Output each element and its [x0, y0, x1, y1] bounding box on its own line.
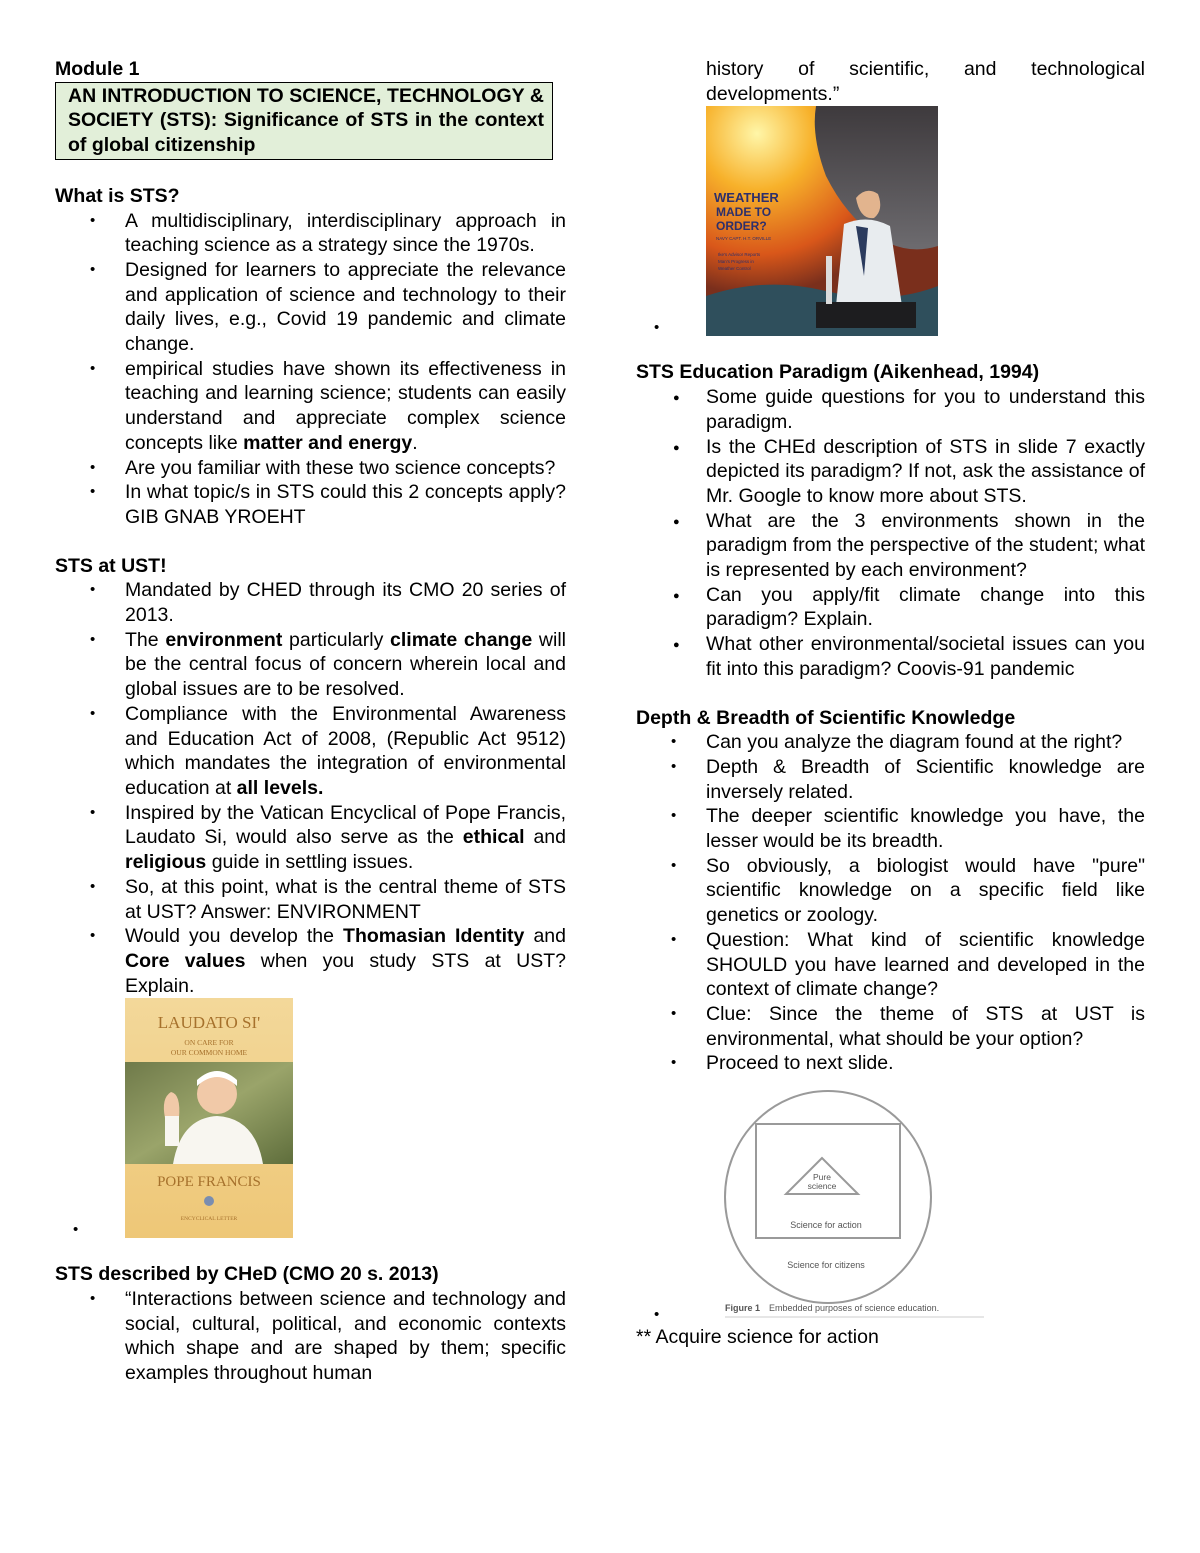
list-item: • Inspired by the Vatican Encyclical of Pope Francis, Laudato Si, would also serve as the ethical and religious guide in settling issues.	[55, 801, 566, 875]
figure-1-item	[636, 1088, 1145, 1323]
list-item: • Would you develop the Thomasian Identity and Core values when you study STS at UST? Explain.	[55, 924, 566, 998]
weather-caption-1: Ike's Advisor Reports	[718, 252, 761, 258]
laudato-subtitle-1: ON CARE FOR	[184, 1038, 234, 1048]
weather-byline: NAVY CAPT. H.T. ORVILLE	[716, 236, 772, 242]
list-item: • Mandated by CHED through its CMO 20 series of 2013.	[55, 578, 566, 627]
list-item: • The deeper scientific knowledge you have, the lesser would be its breadth.	[636, 804, 1145, 853]
depth-list	[636, 730, 1145, 1076]
list-item: • So obviously, a biologist would have "pure" scientific knowledge on a specific field like genetics or zoology.	[636, 854, 1145, 928]
pure-science-label-1: • Pure	[813, 1172, 831, 1183]
left-column	[55, 57, 566, 1386]
module-title-box: AN INTRODUCTION TO SCIENCE, TECHNOLOGY & SOCIETY (STS): Significance of STS in the context of global citizenship	[55, 82, 553, 160]
weather-headline-2: MADE TO	[716, 205, 772, 220]
list-item: • In what topic/s in STS could this 2 concepts apply? GIB GNAB YROEHT	[55, 480, 566, 529]
sts-at-ust-heading: STS at UST!	[55, 554, 167, 577]
weather-caption-3: Weather Control	[718, 266, 751, 272]
figure-caption-text: Embedded purposes of science education.	[769, 1303, 940, 1314]
laudato-footer: ENCYCLICAL LETTER	[180, 1216, 238, 1223]
list-item: ● Can you apply/fit climate change into this paradigm? Explain.	[636, 583, 1145, 632]
list-item: • Are you familiar with these two science concepts?	[55, 456, 566, 481]
laudato-title: • LAUDATO SI'	[157, 1013, 261, 1033]
laudato-si-cover-image	[125, 998, 293, 1238]
depth-heading: Depth & Breadth of Scientific Knowledge	[636, 706, 1016, 729]
list-item: ● Is the CHEd description of STS in slide 7 exactly depicted its paradigm? If not, ask the assistance of Mr. Google to know more about STS.	[636, 435, 1145, 509]
list-item: • A multidisciplinary, interdisciplinary approach in teaching science as a strategy since the 1970s.	[55, 209, 566, 258]
laudato-subtitle-2: OUR COMMON HOME	[170, 1048, 248, 1058]
ched-heading: STS described by CHeD (CMO 20 s. 2013)	[55, 1263, 439, 1286]
pure-science-label-2: science	[807, 1181, 837, 1192]
science-for-action-label: Science for action	[790, 1220, 862, 1231]
ched-quote-continuation: history of scientific, and technological developments.”	[706, 58, 1145, 105]
list-item: • Question: What kind of scientific knowledge SHOULD you have learned and developed in the context of climate change?	[636, 928, 1145, 1002]
list-item: • Can you analyze the diagram found at the right?	[636, 730, 1145, 755]
weather-caption-2: Man's Progress in	[718, 259, 754, 265]
list-item: • empirical studies have shown its effectiveness in teaching and learning science; students can easily understand and appreciate complex science concepts like matter and energy.	[55, 357, 566, 456]
list-item: • Proceed to next slide.	[636, 1051, 1145, 1076]
list-item: • Clue: Since the theme of STS at UST is environmental, what should be your option?	[636, 1002, 1145, 1051]
list-item: • “Interactions between science and technology and social, cultural, political, and economic contexts which shape and are shaped by them; specific examples throughout human	[55, 1287, 566, 1386]
ched-list	[55, 1287, 566, 1386]
list-item: • Compliance with the Environmental Awareness and Education Act of 2008, (Republic Act 9512) which mandates the integration of environmental education at all levels.	[55, 702, 566, 801]
paradigm-list	[636, 385, 1145, 681]
list-item: ● What other environmental/societal issues can you fit into this paradigm? Coovis-91 pandemic	[636, 632, 1145, 681]
list-item: • Designed for learners to appreciate the relevance and application of science and technology to their daily lives, e.g., Covid 19 pandemic and climate change.	[55, 258, 566, 357]
laudato-si-image-item	[55, 998, 566, 1238]
what-is-sts-heading: What is STS?	[55, 184, 180, 207]
what-is-sts-list	[55, 209, 566, 530]
paradigm-heading: STS Education Paradigm (Aikenhead, 1994)	[636, 361, 1040, 384]
list-item: ● What are the 3 environments shown in the paradigm from the perspective of the student; what is represented by each environment?	[636, 509, 1145, 583]
module-label: Module 1	[55, 58, 140, 80]
laudato-author: POPE FRANCIS	[157, 1174, 261, 1191]
science-for-citizens-label: Science for citizens	[787, 1260, 865, 1271]
list-item: • So, at this point, what is the central theme of STS at UST? Answer: ENVIRONMENT	[55, 875, 566, 924]
weather-made-to-order-image	[706, 106, 938, 336]
embedded-purposes-diagram	[706, 1088, 1006, 1318]
sts-at-ust-list	[55, 578, 566, 998]
figure-caption-label: Figure 1	[725, 1303, 761, 1314]
list-item: ● Some guide questions for you to understand this paradigm.	[636, 385, 1145, 434]
list-item: • The environment particularly climate change will be the central focus of concern wherein local and global issues are to be resolved.	[55, 628, 566, 702]
weather-headline-3: ORDER?	[716, 219, 767, 234]
right-column	[636, 57, 1145, 1350]
list-item: • Depth & Breadth of Scientific knowledge are inversely related.	[636, 755, 1145, 804]
weather-headline-1: • WEATHER	[714, 190, 779, 206]
weather-image-item	[636, 106, 1145, 336]
final-note: ** Acquire science for action	[636, 1326, 879, 1349]
